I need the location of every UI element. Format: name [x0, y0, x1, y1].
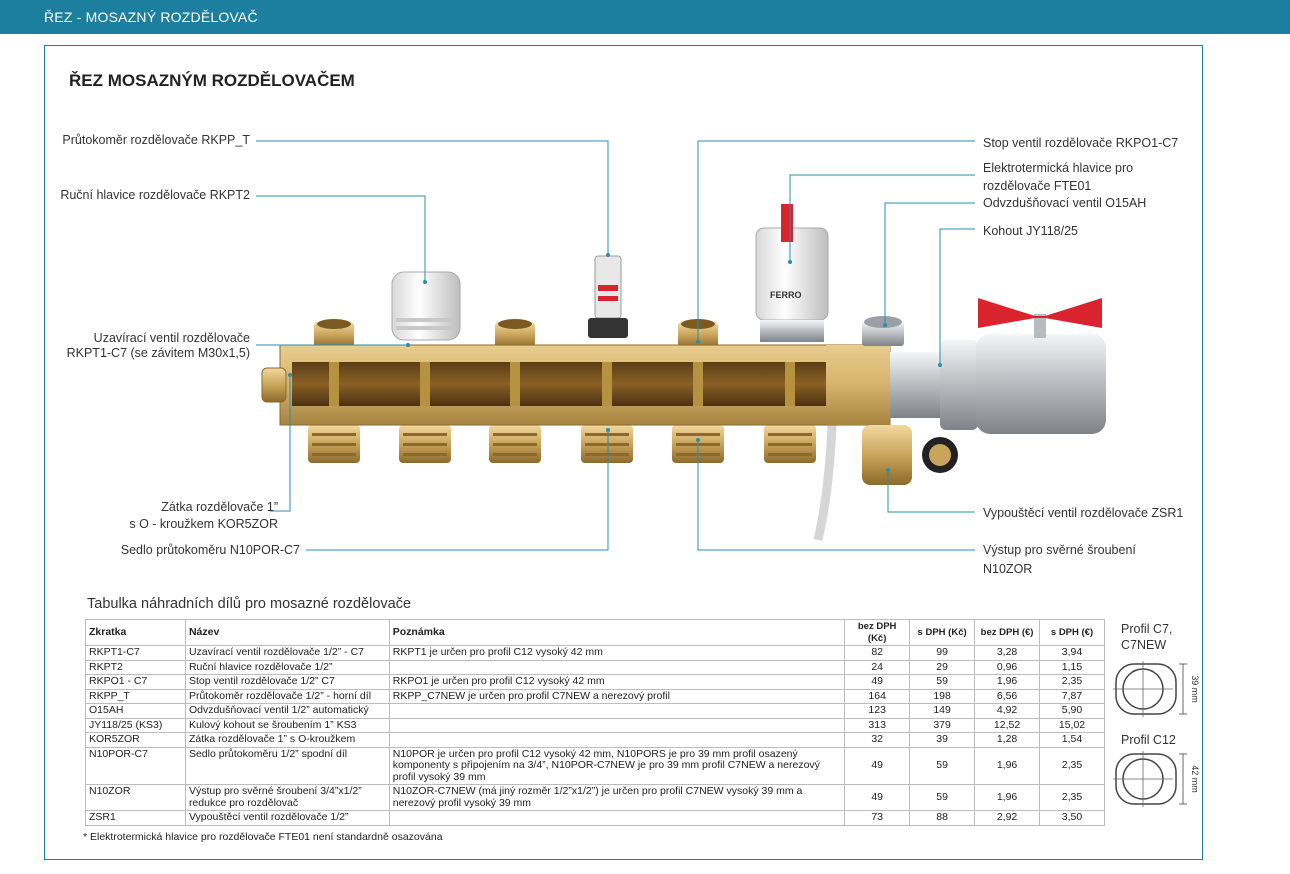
- profile-c12-label-line1: Profil C12: [1121, 733, 1176, 747]
- top-ports: [314, 319, 718, 348]
- cell-note: [389, 660, 844, 675]
- cell-price: 99: [910, 646, 975, 661]
- header-title: ŘEZ - MOSAZNÝ ROZDĚLOVAČ: [44, 9, 258, 25]
- cell-price: 5,90: [1040, 704, 1105, 719]
- profile-c7-dimension: 39 mm: [1190, 675, 1200, 703]
- cell-note: [389, 733, 844, 748]
- cell-note: [389, 704, 844, 719]
- cell-price: 15,02: [1040, 718, 1105, 733]
- cell-price: 3,94: [1040, 646, 1105, 661]
- cell-price: 32: [845, 733, 910, 748]
- cell-price: 73: [845, 811, 910, 826]
- cell-price: 39: [910, 733, 975, 748]
- col-header-name: Název: [185, 620, 389, 646]
- cell-price: 82: [845, 646, 910, 661]
- cell-price: 6,56: [975, 689, 1040, 704]
- profile-c12-label: [1121, 732, 1176, 748]
- cell-note: RKPT1 je určen pro profil C12 vysoký 42 mm: [389, 646, 844, 661]
- callout-outlet-1: Výstup pro svěrné šroubení: [983, 543, 1136, 557]
- cell-code: JY118/25 (KS3): [86, 718, 186, 733]
- cell-price: 1,15: [1040, 660, 1105, 675]
- callout-flowmeter-seat: Sedlo průtokoměru N10POR-C7: [120, 543, 300, 557]
- footnote: * Elektrotermická hlavice pro rozdělovače FTE01 není standardně osazována: [83, 831, 443, 843]
- table-row: [86, 747, 1105, 785]
- cell-price: 313: [845, 718, 910, 733]
- ferro-mark: FERRO: [770, 290, 802, 300]
- cell-name: Kulový kohout se šroubením 1” KS3: [185, 718, 389, 733]
- profile-c7-section: [1110, 658, 1200, 720]
- cell-name: Stop ventil rozdělovače 1/2” C7: [185, 675, 389, 690]
- cell-price: 3,50: [1040, 811, 1105, 826]
- bottom-outlets: [308, 425, 816, 463]
- cell-price: 1,54: [1040, 733, 1105, 748]
- col-header-price-czk-gross: s DPH (Kč): [910, 620, 975, 646]
- table-row: [86, 675, 1105, 690]
- cell-price: 2,35: [1040, 675, 1105, 690]
- cell-price: 0,96: [975, 660, 1040, 675]
- cell-name: Vypouštěcí ventil rozdělovače 1/2”: [185, 811, 389, 826]
- callout-shutoff-valve-2: RKPT1-C7 (se závitem M30x1,5): [66, 346, 250, 360]
- cell-note: N10POR je určen pro profil C12 vysoký 42 mm, N10PORS je pro 39 mm profil osazený komponenty s připojením na 3/4”, N10POR-C7NEW je pro 39 mm profil C7NEW a nerezový profil vysoký 39 mm: [389, 747, 844, 785]
- table-row: [86, 660, 1105, 675]
- cell-code: ZSR1: [86, 811, 186, 826]
- cell-price: 123: [845, 704, 910, 719]
- callout-ball-valve: Kohout JY118/25: [983, 224, 1078, 238]
- cell-code: RKPT2: [86, 660, 186, 675]
- col-header-code: Zkratka: [86, 620, 186, 646]
- cell-price: 59: [910, 675, 975, 690]
- air-vent: [862, 316, 904, 346]
- callout-actuator-1: Elektrotermická hlavice pro: [983, 161, 1134, 175]
- cell-price: 12,52: [975, 718, 1040, 733]
- cell-price: 1,28: [975, 733, 1040, 748]
- cell-code: RKPP_T: [86, 689, 186, 704]
- cell-price: 3,28: [975, 646, 1040, 661]
- table-row: [86, 689, 1105, 704]
- cell-price: 1,96: [975, 675, 1040, 690]
- cell-name: Odvzdušňovací ventil 1/2” automatický: [185, 704, 389, 719]
- profile-c7-label: [1121, 621, 1172, 653]
- spare-parts-table: [85, 619, 1105, 826]
- cell-price: 24: [845, 660, 910, 675]
- cell-price: 49: [845, 785, 910, 811]
- table-row: [86, 704, 1105, 719]
- profile-c12-section: [1110, 748, 1200, 810]
- callout-manual-head: Ruční hlavice rozdělovače RKPT2: [60, 188, 250, 202]
- table-row: [86, 718, 1105, 733]
- col-header-price-eur-net: bez DPH (€): [975, 620, 1040, 646]
- table-header-row: [86, 620, 1105, 646]
- cell-name: Výstup pro svěrné šroubení 3/4”x1/2” redukce pro rozdělovač: [185, 785, 389, 811]
- callout-flowmeter: Průtokoměr rozdělovače RKPP_T: [62, 133, 250, 147]
- callout-outlet-2: N10ZOR: [983, 562, 1033, 576]
- table-title: Tabulka náhradních dílů pro mosazné rozdělovače: [87, 596, 412, 612]
- callout-end-plug-2: s O - kroužkem KOR5ZOR: [129, 517, 278, 531]
- cell-price: 88: [910, 811, 975, 826]
- cell-code: O15AH: [86, 704, 186, 719]
- callout-stop-valve: Stop ventil rozdělovače RKPO1-C7: [983, 136, 1179, 150]
- cell-note: [389, 811, 844, 826]
- table-row: [86, 646, 1105, 661]
- cell-code: KOR5ZOR: [86, 733, 186, 748]
- profile-c7-label-line2: C7NEW: [1121, 638, 1167, 652]
- drain-valve: [862, 425, 958, 485]
- cell-price: 2,35: [1040, 785, 1105, 811]
- cell-name: Uzavírací ventil rozdělovače 1/2” - C7: [185, 646, 389, 661]
- col-header-price-czk-net: bez DPH (Kč): [845, 620, 910, 646]
- cell-note: N10ZOR-C7NEW (má jiný rozměr 1/2”x1/2”) je určen pro profil C7NEW vysoký 39 mm a nerezový profil vysoký 39 mm: [389, 785, 844, 811]
- cell-price: 59: [910, 747, 975, 785]
- cell-name: Sedlo průtokoměru 1/2” spodní díl: [185, 747, 389, 785]
- callout-drain-valve: Vypouštěcí ventil rozdělovače ZSR1: [983, 506, 1184, 520]
- cell-note: RKPP_C7NEW je určen pro profil C7NEW a nerezový profil: [389, 689, 844, 704]
- cell-price: 1,96: [975, 785, 1040, 811]
- thermal-actuator: [756, 204, 828, 342]
- profile-c12-dimension: 42 mm: [1190, 765, 1200, 793]
- table-row: [86, 811, 1105, 826]
- callout-actuator-2: rozdělovače FTE01: [983, 179, 1092, 193]
- cell-price: 1,96: [975, 747, 1040, 785]
- end-plug: [262, 368, 286, 402]
- cell-name: Zátka rozdělovače 1” s O-kroužkem: [185, 733, 389, 748]
- cell-code: RKPT1-C7: [86, 646, 186, 661]
- cell-price: 164: [845, 689, 910, 704]
- ball-valve: [890, 298, 1106, 434]
- callout-air-vent: Odvzdušňovací ventil O15AH: [983, 196, 1147, 210]
- cell-code: RKPO1 - C7: [86, 675, 186, 690]
- cell-price: 7,87: [1040, 689, 1105, 704]
- cell-code: N10POR-C7: [86, 747, 186, 785]
- cell-price: 59: [910, 785, 975, 811]
- col-header-note: Poznámka: [389, 620, 844, 646]
- cell-name: Ruční hlavice rozdělovače 1/2”: [185, 660, 389, 675]
- col-header-price-eur-gross: s DPH (€): [1040, 620, 1105, 646]
- flowmeter: [588, 256, 628, 338]
- cell-code: N10ZOR: [86, 785, 186, 811]
- table-row: [86, 733, 1105, 748]
- callout-shutoff-valve-1: Uzavírací ventil rozdělovače: [93, 331, 250, 345]
- cell-price: 379: [910, 718, 975, 733]
- page-title: ŘEZ MOSAZNÝM ROZDĚLOVAČEM: [69, 71, 355, 90]
- cell-price: 149: [910, 704, 975, 719]
- cell-price: 198: [910, 689, 975, 704]
- cell-note: RKPO1 je určen pro profil C12 vysoký 42 mm: [389, 675, 844, 690]
- cell-price: 49: [845, 675, 910, 690]
- cell-note: [389, 718, 844, 733]
- profile-c7-label-line1: Profil C7,: [1121, 622, 1173, 636]
- cell-price: 4,92: [975, 704, 1040, 719]
- cell-price: 49: [845, 747, 910, 785]
- cell-price: 2,92: [975, 811, 1040, 826]
- table-row: [86, 785, 1105, 811]
- cell-name: Průtokoměr rozdělovače 1/2” - horní díl: [185, 689, 389, 704]
- cell-price: 2,35: [1040, 747, 1105, 785]
- callout-end-plug-1: Zátka rozdělovače 1”: [161, 500, 278, 514]
- cell-price: 29: [910, 660, 975, 675]
- cable: [818, 425, 832, 540]
